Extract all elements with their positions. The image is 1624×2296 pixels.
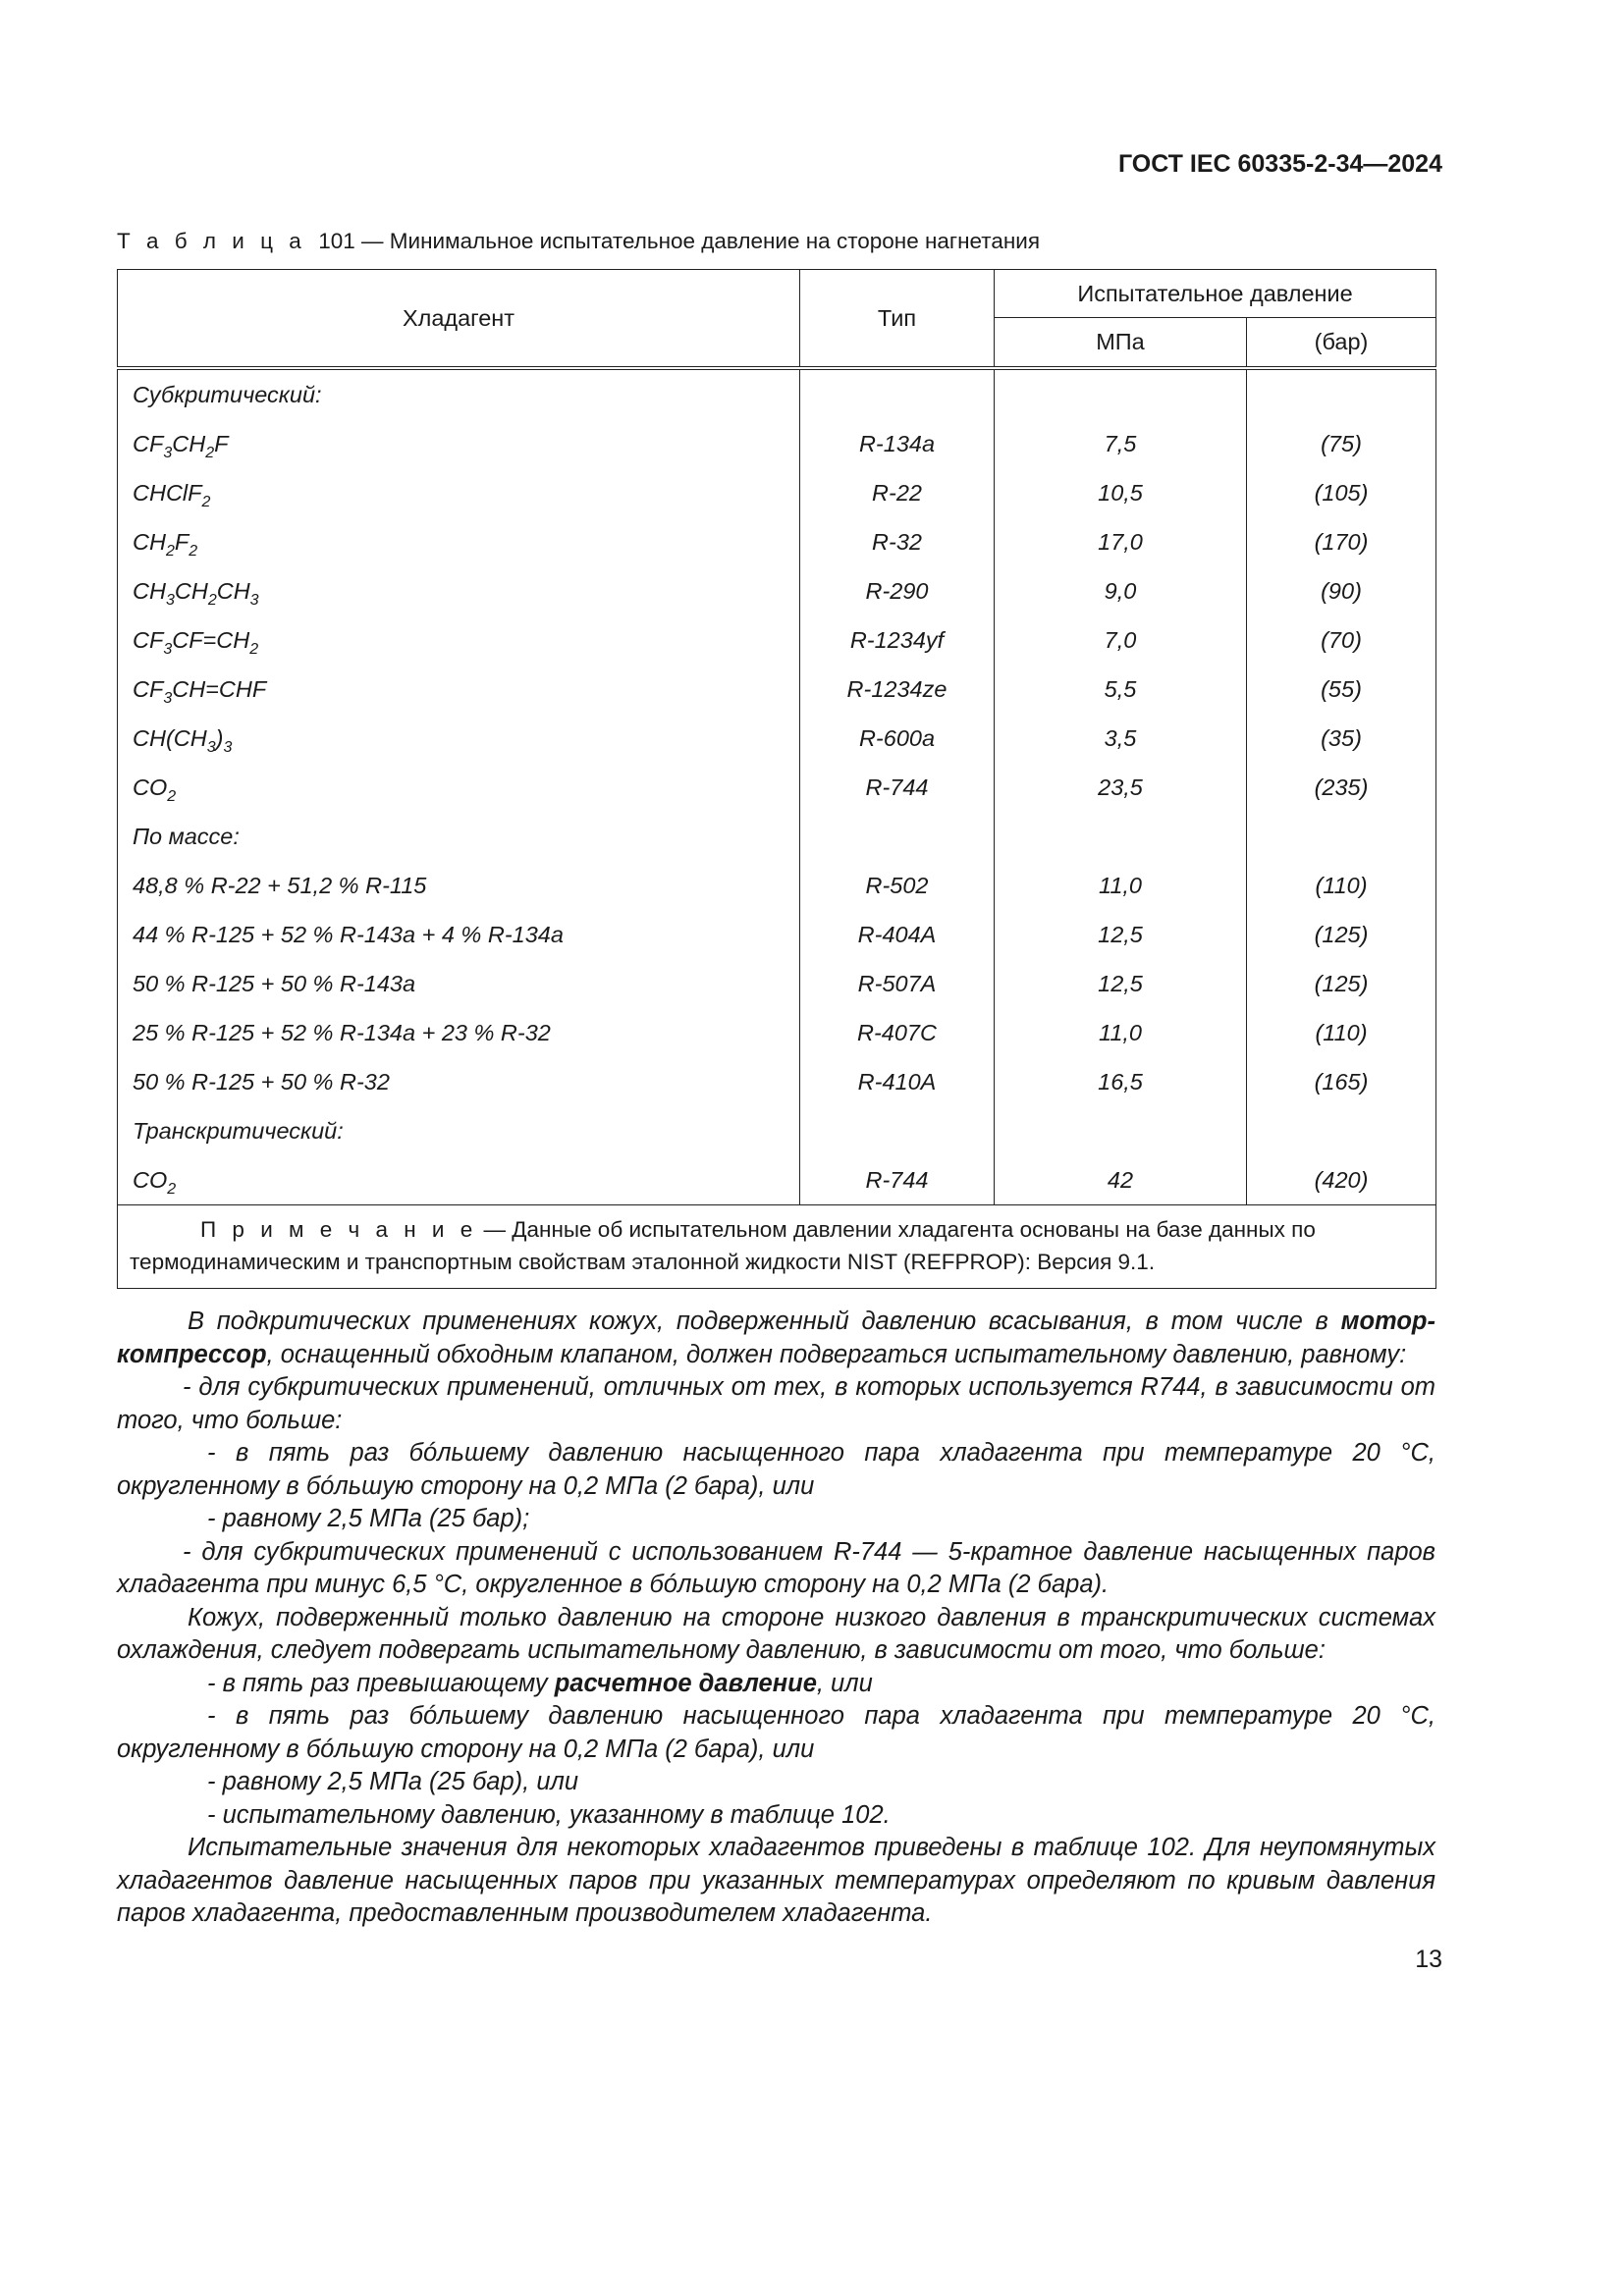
group-row [118, 1106, 1436, 1155]
type-cell: R-744 [800, 1155, 995, 1205]
body-text [117, 1306, 1435, 1931]
header-mpa: МПа [995, 318, 1247, 368]
bar-cell: (420) [1247, 1155, 1436, 1205]
group-transcritical: Транскритический: [118, 1106, 800, 1155]
bar-cell: (170) [1247, 517, 1436, 566]
mpa-cell: 12,5 [995, 910, 1247, 959]
table-row [118, 714, 1436, 763]
table-row [118, 615, 1436, 665]
type-cell: R-22 [800, 468, 995, 517]
bar-cell: (110) [1247, 1008, 1436, 1057]
table-row [118, 1057, 1436, 1106]
table-row [118, 517, 1436, 566]
note-label: П р и м е ч а н и е [200, 1217, 478, 1242]
note-text: — Данные об испытательном давлении хладагента основаны на базе данных по термодинамическим и транспортным свойствам эталонной жидкости NIST (REFPROP): Версия 9.1. [130, 1217, 1316, 1274]
group-by-mass: По массе: [118, 812, 800, 861]
list-item: - равному 2,5 МПа (25 бар); [207, 1505, 530, 1532]
test-pressure-table [117, 269, 1436, 1289]
formula-cell: $CH(CH_3)_3$ [118, 714, 800, 763]
mpa-cell: 23,5 [995, 763, 1247, 812]
type-cell: R-404A [800, 910, 995, 959]
header-refrigerant: Хладагент [118, 270, 800, 369]
type-cell: R-1234ze [800, 665, 995, 714]
table-caption [117, 229, 1040, 254]
defined-term: расчетное давление [554, 1669, 817, 1697]
mpa-cell: 7,0 [995, 615, 1247, 665]
table-row [118, 665, 1436, 714]
formula-cell: $CF_3CH_2F$ [118, 419, 800, 468]
type-cell: R-410A [800, 1057, 995, 1106]
bar-cell: (90) [1247, 566, 1436, 615]
mpa-cell: 16,5 [995, 1057, 1247, 1106]
mixture-cell: 48,8 % R-22 + 51,2 % R-115 [118, 861, 800, 910]
formula-cell: $CH_2F_2$ [118, 517, 800, 566]
table-row [118, 959, 1436, 1008]
formula-cell: $CH_3CH_2CH_3$ [118, 566, 800, 615]
formula-cell: $CO_2$ [118, 763, 800, 812]
bar-cell: (75) [1247, 419, 1436, 468]
mpa-cell: 5,5 [995, 665, 1247, 714]
bar-cell: (235) [1247, 763, 1436, 812]
paragraph [117, 1306, 1435, 1371]
bar-cell: (165) [1247, 1057, 1436, 1106]
type-cell: R-744 [800, 763, 995, 812]
mixture-cell: 50 % R-125 + 50 % R-143a [118, 959, 800, 1008]
table-row [118, 763, 1436, 812]
note-row [118, 1205, 1436, 1289]
defined-term: мотор-компрессор [117, 1308, 1435, 1368]
mpa-cell: 3,5 [995, 714, 1247, 763]
table-row [118, 419, 1436, 468]
table-caption-text: 101 — Минимальное испытательное давление на стороне нагнетания [318, 229, 1041, 253]
header-bar: (бар) [1247, 318, 1436, 368]
table-row [118, 1155, 1436, 1205]
formula-cell: CHClF$_2$ [118, 468, 800, 517]
bar-cell: (35) [1247, 714, 1436, 763]
paragraph: Кожух, подверженный только давлению на стороне низкого давления в транскритических системах охлаждения, следует подвергать испытательному давлению, в зависимости от того, что больше: [117, 1603, 1435, 1664]
type-cell: R-407C [800, 1008, 995, 1057]
mixture-cell: 44 % R-125 + 52 % R-143a + 4 % R-134a [118, 910, 800, 959]
list-item: - испытательному давлению, указанному в таблице 102. [207, 1800, 891, 1829]
table-row [118, 468, 1436, 517]
mpa-cell: 11,0 [995, 861, 1247, 910]
bar-cell: (70) [1247, 615, 1436, 665]
mpa-cell: 12,5 [995, 959, 1247, 1008]
table-row [118, 910, 1436, 959]
text-run: - в пять раз превышающему [207, 1669, 555, 1697]
header-test-pressure: Испытательное давление [995, 270, 1436, 318]
header-type: Тип [800, 270, 995, 369]
table-row [118, 566, 1436, 615]
type-cell: R-134a [800, 419, 995, 468]
formula-cell: $CF_3CF=CH_2$ [118, 615, 800, 665]
table-row [118, 1008, 1436, 1057]
bar-cell: (55) [1247, 665, 1436, 714]
type-cell: R-507A [800, 959, 995, 1008]
mixture-cell: 25 % R-125 + 52 % R-134a + 23 % R-32 [118, 1008, 800, 1057]
formula-cell: $CO_2$ [118, 1155, 800, 1205]
list-item: - в пять раз бóльшему давлению насыщенного пара хладагента при температуре 20 °С, округленному в бóльшую сторону на 0,2 МПа (2 бара), или [117, 1702, 1435, 1763]
page-number: 13 [1415, 1946, 1442, 1973]
mpa-cell: 9,0 [995, 566, 1247, 615]
mpa-cell: 7,5 [995, 419, 1247, 468]
mpa-cell: 42 [995, 1155, 1247, 1205]
type-cell: R-600a [800, 714, 995, 763]
group-row [118, 812, 1436, 861]
text-run: В подкритических применениях кожух, подверженный давлению всасывания, в том числе в [188, 1308, 1341, 1335]
text-run: , оснащенный обходным клапаном, должен подвергаться испытательному давлению, равному: [266, 1340, 1407, 1368]
table-row [118, 861, 1436, 910]
table-note [118, 1205, 1436, 1289]
bar-cell: (125) [1247, 959, 1436, 1008]
bar-cell: (125) [1247, 910, 1436, 959]
bar-cell: (105) [1247, 468, 1436, 517]
type-cell: R-1234yf [800, 615, 995, 665]
mixture-cell: 50 % R-125 + 50 % R-32 [118, 1057, 800, 1106]
list-item: - в пять раз бóльшему давлению насыщенного пара хладагента при температуре 20 °С, округленному в бóльшую сторону на 0,2 МПа (2 бара), или [117, 1439, 1435, 1500]
mpa-cell: 11,0 [995, 1008, 1247, 1057]
list-item [117, 1668, 1435, 1701]
formula-cell: $CF_3CH=CHF$ [118, 665, 800, 714]
type-cell: R-290 [800, 566, 995, 615]
type-cell: R-32 [800, 517, 995, 566]
group-subcritical: Субкритический: [118, 368, 800, 419]
list-item: - для субкритических применений, отличных от тех, в которых используется R744, в зависимости от того, что больше: [117, 1373, 1435, 1434]
document-code: ГОСТ IEC 60335-2-34—2024 [1117, 150, 1442, 178]
mpa-cell: 10,5 [995, 468, 1247, 517]
paragraph: Испытательные значения для некоторых хладагентов приведены в таблице 102. Для неупомянутых хладагентов давление насыщенных паров при указанных температурах определяют по кривым давления паров хладагента, предоставленным производителем хладагента. [117, 1834, 1435, 1927]
list-item: - для субкритических применений с использованием R-744 — 5-кратное давление насыщенных паров хладагента при минус 6,5 °С, округленное в бóльшую сторону на 0,2 МПа (2 бара). [117, 1537, 1435, 1598]
mpa-cell: 17,0 [995, 517, 1247, 566]
text-run: , или [816, 1669, 873, 1697]
group-row [118, 368, 1436, 419]
table-caption-label: Т а б л и ц а [117, 229, 306, 253]
type-cell: R-502 [800, 861, 995, 910]
bar-cell: (110) [1247, 861, 1436, 910]
list-item: - равному 2,5 МПа (25 бар), или [207, 1768, 579, 1795]
